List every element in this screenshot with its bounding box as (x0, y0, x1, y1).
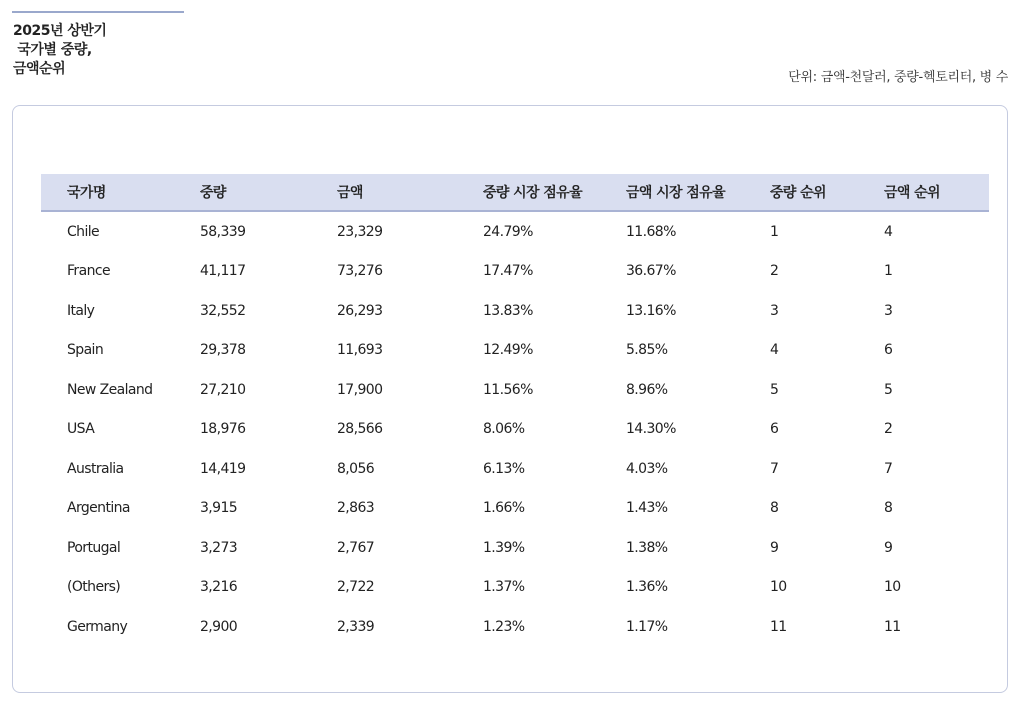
cell-value: 2,863 (337, 500, 375, 517)
cell-country: (Others) (67, 579, 121, 596)
cell-volume-rank: 3 (770, 302, 779, 319)
cell-value-share: 11.68% (626, 223, 676, 240)
cell-value-rank: 8 (884, 500, 893, 517)
header-volume-share: 중량 시장 점유율 (483, 174, 626, 211)
cell-value-share: 8.96% (626, 381, 668, 398)
cell-value-share: 5.85% (626, 342, 668, 359)
cell-volume: 27,210 (200, 381, 246, 398)
cell-volume-rank: 5 (770, 381, 779, 398)
cell-value-rank: 3 (884, 302, 893, 319)
cell-country: Argentina (67, 500, 130, 517)
cell-value: 8,056 (337, 460, 375, 477)
cell-volume-rank: 2 (770, 263, 779, 280)
cell-value-rank: 10 (884, 579, 901, 596)
cell-value-rank: 9 (884, 539, 893, 556)
cell-volume: 29,378 (200, 342, 246, 359)
cell-volume: 32,552 (200, 302, 246, 319)
cell-volume: 14,419 (200, 460, 246, 477)
cell-value-share: 1.36% (626, 579, 668, 596)
cell-value: 23,329 (337, 223, 383, 240)
cell-volume: 3,216 (200, 579, 238, 596)
cell-value-share: 1.38% (626, 539, 668, 556)
cell-volume-share: 1.66% (483, 500, 525, 517)
cell-volume-share: 17.47% (483, 263, 533, 280)
cell-country: Portugal (67, 539, 121, 556)
title-line-1: 2025년 상반기 (13, 23, 107, 39)
cell-value: 11,693 (337, 342, 383, 359)
cell-volume-share: 12.49% (483, 342, 533, 359)
cell-value-share: 13.16% (626, 302, 676, 319)
title-rule (12, 11, 184, 13)
table-header-row (41, 174, 989, 211)
cell-value-rank: 6 (884, 342, 893, 359)
cell-value-share: 4.03% (626, 460, 668, 477)
cell-country: Spain (67, 342, 104, 359)
table-row (41, 252, 989, 292)
title-line-3: 금액순위 (13, 61, 66, 77)
cell-value: 2,767 (337, 539, 375, 556)
header-country: 국가명 (41, 174, 200, 211)
cell-country: Italy (67, 302, 95, 319)
table-row (41, 607, 989, 647)
cell-value-rank: 11 (884, 618, 901, 635)
cell-volume-share: 1.23% (483, 618, 525, 635)
table-row (41, 331, 989, 371)
cell-volume-rank: 1 (770, 223, 779, 240)
ranking-table (41, 174, 989, 647)
unit-note: 단위: 금액-천달러, 중량-헥토리터, 병 수 (788, 70, 1008, 85)
cell-value-share: 1.43% (626, 500, 668, 517)
cell-volume-share: 1.37% (483, 579, 525, 596)
cell-value-rank: 1 (884, 263, 893, 280)
cell-country: France (67, 263, 110, 280)
cell-volume-rank: 6 (770, 421, 779, 438)
cell-volume-rank: 4 (770, 342, 779, 359)
cell-value: 2,722 (337, 579, 375, 596)
header-value-share: 금액 시장 점유율 (626, 174, 770, 211)
cell-country: Germany (67, 618, 128, 635)
cell-volume-rank: 7 (770, 460, 779, 477)
cell-value-share: 36.67% (626, 263, 676, 280)
cell-value-rank: 7 (884, 460, 893, 477)
cell-volume: 18,976 (200, 421, 246, 438)
table-row (41, 489, 989, 529)
table-row (41, 449, 989, 489)
cell-volume-share: 1.39% (483, 539, 525, 556)
header-value-rank: 금액 순위 (884, 174, 989, 211)
cell-value: 28,566 (337, 421, 383, 438)
cell-volume-share: 6.13% (483, 460, 525, 477)
cell-country: Australia (67, 460, 124, 477)
table-row (41, 211, 989, 252)
cell-volume-share: 11.56% (483, 381, 533, 398)
cell-country: USA (67, 421, 95, 438)
header-volume-rank: 중량 순위 (770, 174, 884, 211)
cell-value-rank: 5 (884, 381, 893, 398)
header-value: 금액 (337, 174, 483, 211)
table-row (41, 291, 989, 331)
cell-volume: 58,339 (200, 223, 246, 240)
table-row (41, 410, 989, 450)
cell-volume: 41,117 (200, 263, 246, 280)
cell-value-share: 14.30% (626, 421, 676, 438)
cell-value: 26,293 (337, 302, 383, 319)
cell-volume-share: 24.79% (483, 223, 533, 240)
table-body (41, 211, 989, 647)
cell-volume-rank: 9 (770, 539, 779, 556)
table-row (41, 370, 989, 410)
cell-volume-rank: 11 (770, 618, 787, 635)
title-line-2: 국가별 중량, (13, 42, 92, 58)
cell-country: New Zealand (67, 381, 153, 398)
cell-value-rank: 4 (884, 223, 893, 240)
cell-volume-rank: 10 (770, 579, 787, 596)
table-card (12, 105, 1008, 693)
cell-volume: 2,900 (200, 618, 238, 635)
cell-value: 17,900 (337, 381, 383, 398)
cell-volume-rank: 8 (770, 500, 779, 517)
table-row (41, 528, 989, 568)
header-volume: 중량 (200, 174, 337, 211)
cell-volume: 3,915 (200, 500, 238, 517)
cell-volume-share: 13.83% (483, 302, 533, 319)
cell-value: 2,339 (337, 618, 375, 635)
table-row (41, 568, 989, 608)
page-title (13, 22, 106, 79)
cell-value-rank: 2 (884, 421, 893, 438)
cell-country: Chile (67, 223, 100, 240)
cell-value-share: 1.17% (626, 618, 668, 635)
cell-volume-share: 8.06% (483, 421, 525, 438)
cell-volume: 3,273 (200, 539, 238, 556)
cell-value: 73,276 (337, 263, 383, 280)
